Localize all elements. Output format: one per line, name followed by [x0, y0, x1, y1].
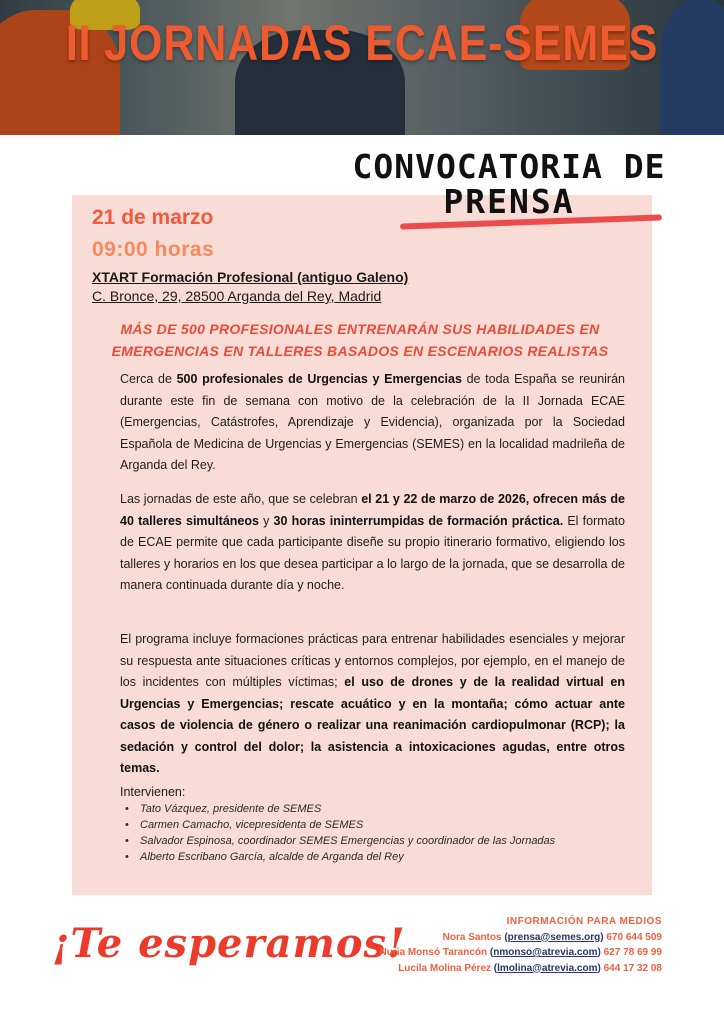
paragraph-program	[120, 629, 625, 780]
media-contact-row: Nuria Monsó Tarancón (nmonso@atrevia.com) 627 78 69 99	[379, 947, 662, 958]
event-venue[interactable]: XTART Formación Profesional (antiguo Galeno)	[92, 269, 409, 285]
p2-text-2: y	[258, 513, 274, 528]
contact-phone: 644 17 32 08	[603, 962, 662, 974]
press-call-title	[334, 147, 684, 221]
event-address[interactable]: C. Bronce, 29, 28500 Arganda del Rey, Madrid	[92, 288, 382, 304]
media-contacts	[380, 914, 662, 976]
speaker-item: • Carmen Camacho, vicepresidenta de SEMES	[120, 817, 560, 833]
p1-text-1: Cerca de	[120, 372, 177, 386]
press-call-line1: CONVOCATORIA DE	[352, 147, 666, 186]
p2-text-1: Las jornadas de este año, que se celebran	[120, 492, 362, 506]
event-hour: 09:00 horas	[92, 238, 215, 261]
contact-phone: 627 78 69 99	[603, 947, 662, 958]
closing-message: ¡Te esperamos!	[52, 920, 406, 967]
p2-bold-2: 30 horas ininterrumpidas de formación práctica.	[273, 513, 564, 528]
paragraph-format	[120, 489, 625, 597]
speaker-item: • Tato Vázquez, presidente de SEMES	[120, 801, 560, 817]
banner-title: II JORNADAS ECAE-SEMES	[65, 15, 659, 71]
contact-email[interactable]: lmolina@atrevia.com	[497, 962, 598, 974]
media-title: INFORMACIÓN PARA MEDIOS	[506, 916, 662, 927]
speaker-item: • Salvador Espinosa, coordinador SEMES Emergencias y coordinador de las Jornadas	[120, 833, 560, 849]
speakers-list	[120, 801, 560, 865]
p3-bold-1: el uso de drones y de la realidad virtual en Urgencias y Emergencias; rescate acuático y en la montaña; cómo actuar ante casos de violencia de género o realizar una reanimación cardiopulmonar (RCP); la sedación y control del dolor; la asistencia a intoxicaciones agudas, entre otros temas.	[120, 675, 625, 775]
contact-name: Nora Santos	[442, 931, 502, 943]
media-contact-row: Lucila Molina Pérez (lmolina@atrevia.com) 644 17 32 08	[398, 962, 662, 974]
p2-text-3: El formato de ECAE permite que cada participante diseñe su propio itinerario formativo, eligiendo los talleres y horarios en los que desea participar a lo largo de la jornada, que se desarrolla de manera continuada durante día y noche.	[120, 513, 625, 592]
contact-email[interactable]: nmonso@atrevia.com	[493, 947, 598, 958]
event-date: 21 de marzo	[92, 206, 214, 229]
press-call-line2: PRENSA	[443, 182, 575, 221]
header-banner	[0, 0, 724, 135]
contact-email[interactable]: prensa@semes.org	[507, 931, 601, 943]
contact-name: Nuria Monsó Tarancón	[379, 947, 488, 958]
speakers-label: Intervienen:	[120, 785, 186, 799]
speaker-item: • Alberto Escribano García, alcalde de Arganda del Rey	[120, 849, 560, 865]
p1-text-2: de toda España se reunirán durante este fin de semana con motivo de la celebración de la II Jornada ECAE (Emergencias, Catástrofes, Aprendizaje y Evidencia), organizada por la Sociedad Española de Medicina de Urgencias y Emergencias (SEMES) en la localidad madrileña de Arganda del Rey.	[120, 372, 625, 472]
p1-bold-1: 500 profesionales de Urgencias y Emergencias	[176, 372, 462, 386]
media-contact-row: Nora Santos (prensa@semes.org) 670 644 509	[442, 931, 662, 943]
p2-bold-1: el 21 y 22 de marzo de 2026, ofrecen más de 40 talleres simultáneos	[120, 492, 625, 528]
headline: MÁS DE 500 PROFESIONALES ENTRENARÁN SUS HABILIDADES EN EMERGENCIAS EN TALLERES BASADOS EN ESCENARIOS REALISTAS	[111, 321, 609, 359]
contact-phone: 670 644 509	[606, 931, 662, 943]
contact-name: Lucila Molina Pérez	[398, 962, 492, 974]
p3-text-1: El programa incluye formaciones prácticas para entrenar habilidades esenciales y mejorar su respuesta ante situaciones críticas y entornos complejos, por ejemplo, en el manejo de los incidentes con múltiples víctimas;	[120, 632, 625, 689]
paragraph-intro	[120, 369, 625, 477]
